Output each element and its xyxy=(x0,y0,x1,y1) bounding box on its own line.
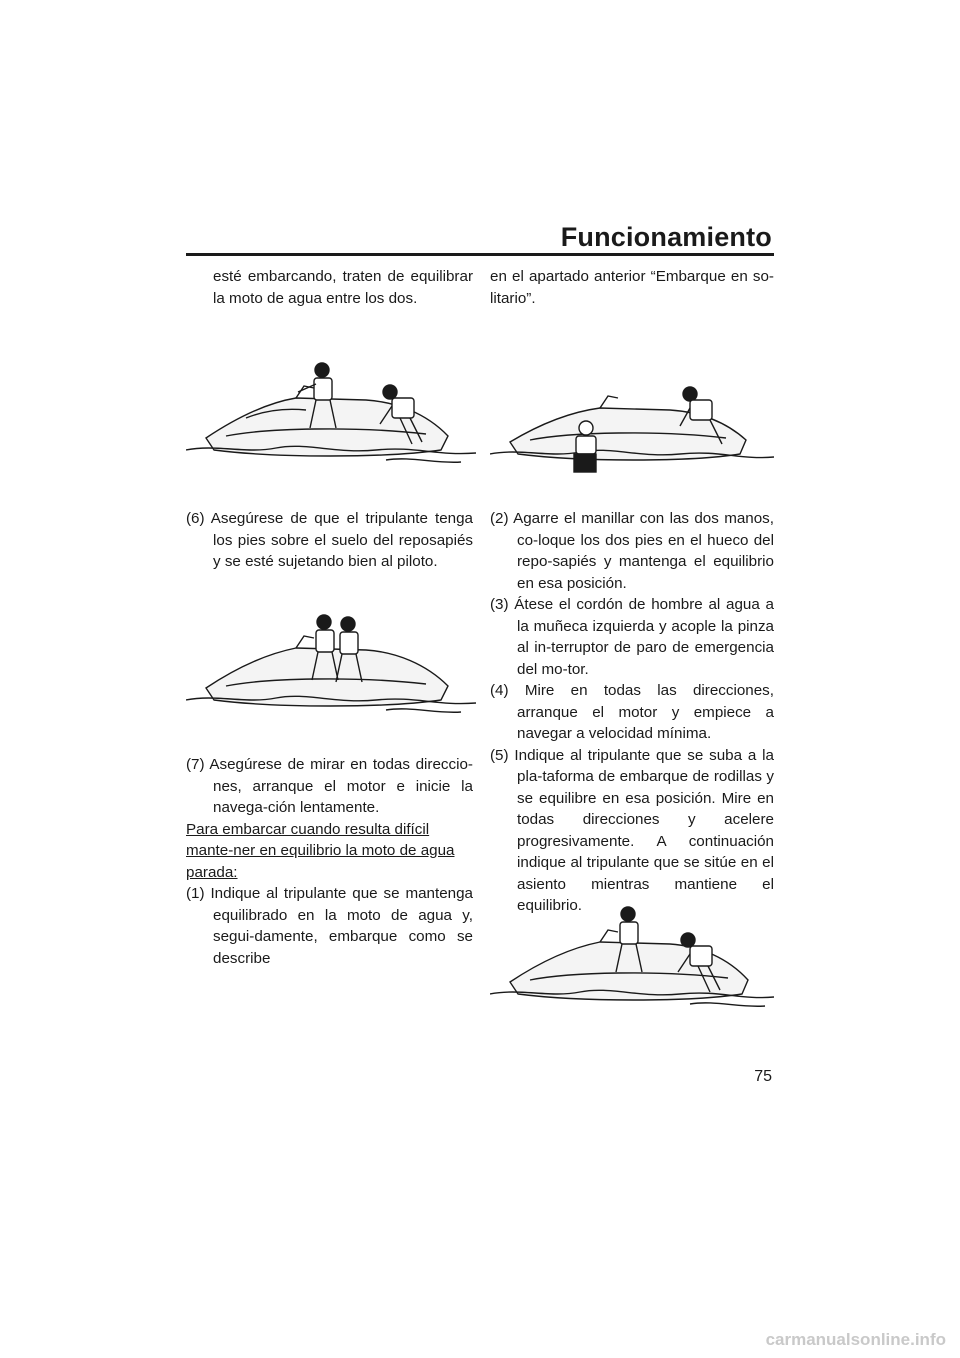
illustration-boarding-from-water xyxy=(490,380,774,475)
step-3-text: (3) Átese el cordón de hombre al agua a la muñeca izquierda y acople la pinza al in-terruptor de paro de emergencia del mo-tor. xyxy=(490,596,774,678)
step-2-text: (2) Agarre el manillar con las dos manos, co-loque los dos pies en el hueco del repo-sapiés y mantenga el equilibrio en esa posición. xyxy=(490,510,774,592)
left-continuation-text: esté embarcando, traten de equilibrar la moto de agua entre los dos. xyxy=(213,268,473,307)
watermark: carmanualsonline.info xyxy=(765,1330,946,1349)
section-heading: Para embarcar cuando resulta difícil mante-ner en equilibrio la moto de agua parada: xyxy=(186,820,455,881)
step-1-text: (1) Indique al tripulante que se mantenga equilibrado en la moto de agua y, segui-damente, embarque como se describe xyxy=(186,885,473,967)
left-column xyxy=(186,266,473,309)
step-6-text: (6) Asegúrese de que el tripulante tenga los pies sobre el suelo del reposapiés y se esté sujetando bien al piloto. xyxy=(186,510,473,570)
step-7-text: (7) Asegúrese de mirar en todas direccio-nes, arranque el motor e inicie la navega-ción lentamente. xyxy=(186,756,473,816)
left-column-lower xyxy=(186,508,473,573)
left-column-bottom xyxy=(186,754,473,969)
step-4-text: (4) Mire en todas las direcciones, arranque el motor y empiece a navegar a velocidad mínima. xyxy=(490,682,774,742)
right-column-steps xyxy=(490,508,774,917)
step-5-text: (5) Indique al tripulante que se suba a la pla-taforma de embarque de rodillas y se equilibre en esa posición. Mire en todas direcciones y acelere progresivamente. A continuación indique al tripulante que se sitúe en el asiento mientras mantiene el equilibrio. xyxy=(490,746,774,914)
page-number: 75 xyxy=(754,1068,772,1085)
illustration-riding-together xyxy=(186,610,476,720)
right-continuation-text: en el apartado anterior “Embarque en so-litario”. xyxy=(490,268,774,307)
right-column xyxy=(490,266,774,309)
illustration-boarding-pillion xyxy=(186,358,476,473)
illustration-crew-kneeling xyxy=(490,902,774,1014)
page-header-title: Funcionamiento xyxy=(560,222,772,252)
header-rule xyxy=(186,253,774,256)
